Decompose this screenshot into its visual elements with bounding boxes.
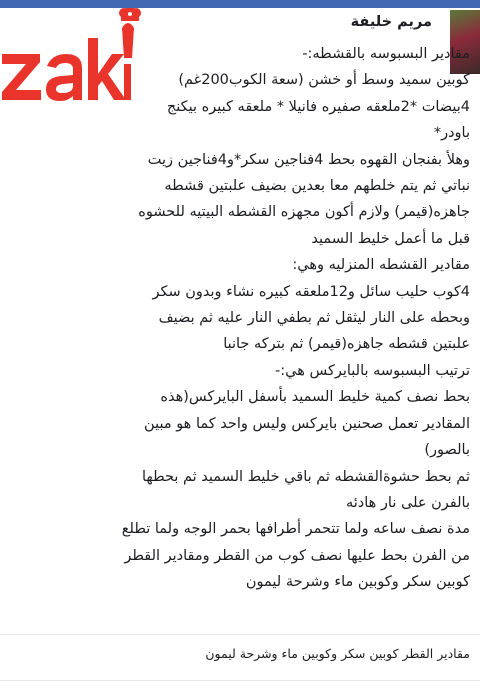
author-name[interactable]: مريم خليفة <box>350 14 432 30</box>
caption-divider <box>0 680 480 681</box>
recipe-line: وهلأ بفنجان القهوه بحط 4فناجين سكر*و4فناجين زيت <box>147 151 470 168</box>
recipe-line: مدة نصف ساعه ولما تتحمر أطرافها بحمر الوجه ولما تطلع <box>121 521 470 538</box>
recipe-line: بحط نصف كمية خليط السميد بأسفل البايركس(هذه <box>160 389 470 406</box>
recipe-line: مقادير البسبوسه بالقشطه:- <box>302 46 470 62</box>
recipe-line: وبحطه على النار ليثقل ثم بطفي النار عليه ثم بضيف <box>158 310 470 327</box>
top-bar <box>0 0 480 8</box>
zaki-logo[interactable] <box>0 8 150 108</box>
post-divider <box>0 634 480 635</box>
recipe-line: 4بيضات *2ملعقه صفيره فانيلا * ملعقه كبيره بيكنج <box>166 98 470 115</box>
recipe-line: جاهزه(قيمر) ولازم أكون مجهزه القشطه البيتيه للحشوه <box>138 204 470 221</box>
recipe-line: كوبين سميد وسط أو خشن (سعة الكوب200غم) <box>178 72 470 89</box>
recipe-text <box>8 41 470 596</box>
recipe-line: نباتي ثم يتم خلطهم معا بعدين بضيف علبتين قشطه <box>164 178 470 195</box>
post-caption: مقادير القطر كوبين سكر وكوبين ماء وشرحة ليمون <box>205 646 470 661</box>
recipe-line: 4كوب حليب سائل و12ملعقه كبيره نشاء وبدون سكر <box>152 283 470 300</box>
recipe-line: علبتين قشطه جاهزه(قيمر) ثم بتركه جانبا <box>223 336 470 353</box>
recipe-line: كوبين سكر وكوبين ماء وشرحة ليمون <box>245 574 470 591</box>
recipe-line: مقادير القشطه المنزليه وهي: <box>292 257 470 274</box>
recipe-line: ثم بحط حشوةالقشطه ثم باقي خليط السميد ثم بحطها <box>142 468 470 485</box>
post-image <box>0 8 480 634</box>
recipe-line: بالفرن على نار هادئه <box>345 494 470 511</box>
recipe-line: قبل ما أعمل خليط السميد <box>311 230 470 247</box>
recipe-line: من الفرن بحط عليها نصف كوب من القطر ومقادير القطر <box>124 547 470 564</box>
recipe-line: بالصور) <box>424 442 470 459</box>
recipe-line: باودر* <box>433 125 470 142</box>
recipe-line: المقادير تعمل صحنين بايركس وليس واحد كما هو مبين <box>144 415 470 432</box>
recipe-line: ترتيب البسبوسه بالبايركس هي:- <box>275 362 470 379</box>
